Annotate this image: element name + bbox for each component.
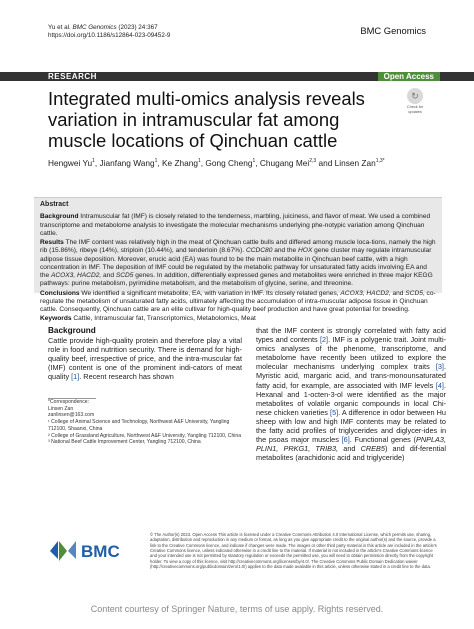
body-text: Cattle provide high-quality protein and therefore play a vital role in food and nutrition security. There is demand for high-quality beef, irrespective of price, and the intra-muscular fat (IMF) content is one of the prominent indi-cators of meat quality <box>48 336 242 382</box>
author-name[interactable]: Hengwei Yu <box>48 158 93 168</box>
gene-name: SCD5 <box>405 289 423 297</box>
citation-link[interactable]: [4] <box>435 380 444 390</box>
citation-journal: BMC Genomics <box>72 24 117 31</box>
gene-name: CREB5 <box>360 444 385 454</box>
author-affiliation: 1,3* <box>375 158 385 165</box>
affiliation-2: ² College of Grassland Agriculture, Northwest A&F University, Yangling 712100, China <box>48 432 242 439</box>
abstract-results-label: Results <box>40 239 64 246</box>
author-affiliation: 1 <box>154 158 158 165</box>
citation-authors: Yu et al. <box>48 24 73 31</box>
article-title: Integrated multi-omics analysis reveals variation in intramuscular fat among muscle locations of Qinchuan cattle <box>48 88 365 152</box>
gene-name: ACOX3, HACD2, <box>340 289 391 297</box>
bmc-logo-mark <box>50 541 76 561</box>
author-list: Hengwei Yu$^1$, Jianfang Wang$^1$, Ke Zhang$^1$, Gong Cheng$^1$, Chugang Mei$^{2,3}$ and Linsen Zan$^{1,3*}$ <box>48 158 385 168</box>
body-text: that the IMF content is strongly correlated with fatty acid types and contents <box>256 326 446 345</box>
abstract-results-text: and <box>101 272 116 279</box>
abstract-conclusions-text: and <box>390 289 406 297</box>
citation-volume: (2023) 24:367 <box>116 24 158 31</box>
citation-link[interactable]: [5] <box>330 407 339 417</box>
abstract-results-text: genes. In addition, differentially expressed genes and metabolites were enriched in three major KEGG pathways: purine metabolism, pyrimidine metabolism, and the metabolism of glycine, serine, and threonine. <box>40 272 433 288</box>
author-affiliation: 1 <box>252 158 256 165</box>
gene-name: PNPLA3, PLIN1, PRKG1, TRIB3, <box>256 435 446 454</box>
citation-link[interactable]: [6] <box>341 435 350 445</box>
license-text: © The Author(s) 2023. Open Access This article is licensed under a Creative Commons Attribution 4.0 International License, which permits use, sharing, adaptation, distribution and reproduction in any medium or format, as long as you give appropriate credit to the original author(s) and the source, provide a link to the Creative Commons licence, and indicate if changes were made. The images or other third party material in this article are included in the article's Creative Commons licence, unless indicated otherwise in a credit line to the material. If material is not included in the article's Creative Commons licence and your intended use is not permitted by statutory regulation or exceeds the permitted use, you will need to obtain permission directly from the copyright holder. To view a copy of this licence, visit http://creativecommons.org/licenses/by/4.0/. The Creative Commons Public Domain Dedication waiver (http://creativecommons.org/publicdomain/zero/1.0/) applies to the data made available in this article, unless otherwise stated in a credit line to the data. <box>150 532 437 570</box>
citation-link[interactable]: [3] <box>435 362 444 372</box>
body-text: ) and dif-ferential metabolites (arachidonic acid and triglyceride) <box>256 444 446 463</box>
author-name[interactable]: Jianfang Wang <box>99 158 155 168</box>
body-text: . Functional genes ( <box>349 435 416 445</box>
body-text: . Myristic acid, margaric acid, and trans-monounsaturated fatty acid, for example, are associated with IMF levels <box>256 362 446 390</box>
citation-link[interactable]: [2] <box>319 335 329 345</box>
body-paragraph <box>48 336 242 381</box>
citation-header <box>48 24 170 40</box>
research-label: RESEARCH <box>48 72 97 81</box>
body-paragraph <box>256 326 446 462</box>
abstract-conclusions-text: , co-regulate the metabolism of unsaturated fatty acids, ultimately affecting the accumulation of intra-muscular adipose tissue in Qinchuan cattle. Consequently, Qinchuan cattle are an elite cultivar for high-quality beef production and have great potential for breeding. <box>40 289 436 313</box>
author-name[interactable]: Ke Zhang <box>162 158 198 168</box>
bmc-logo-text: BMC <box>81 542 120 561</box>
doi-link[interactable]: https://doi.org/10.1186/s12864-023-09452-9 <box>48 32 171 39</box>
correspondence-label: *Correspondence: <box>48 399 90 405</box>
bmc-logo <box>48 535 138 565</box>
body-right-column <box>256 326 446 462</box>
abstract-results <box>40 239 436 289</box>
abstract-results-text: and the <box>272 247 299 255</box>
correspondence-block <box>48 399 242 446</box>
author-affiliation: 2,3 <box>309 158 317 165</box>
footer-notice: Content courtesy of Springer Nature, terms of use apply. Rights reserved. <box>90 604 384 614</box>
author-name[interactable]: Chugang Mei <box>259 158 310 168</box>
affiliation-3: ³ National Beef Cattle Improvement Center, Yangling 712100, China <box>48 439 201 446</box>
abstract-background-text: Intramuscular fat (IMF) is closely related to the tenderness, marbling, juiciness, and flavor of meat. We used a combined transcriptome and metabolome analysis to investigate the molecular mechanisms underlying phe-notypic variation among Qinchuan cattle. <box>40 213 431 237</box>
keywords-text: Cattle, Intramuscular fat, Transcriptomics, Metabolomics, Meat <box>71 315 256 323</box>
body-left-column <box>48 326 242 381</box>
gene-name: SCD5 <box>115 272 134 279</box>
abstract-conclusions-label: Conclusions <box>40 289 80 297</box>
abstract-keywords <box>40 315 436 323</box>
abstract-heading: Abstract <box>40 201 69 208</box>
journal-name: BMC Genomics <box>360 25 426 36</box>
body-text: . A difference in odor between Hu sheep with low and high IMF contents may be related to the fatty acid profiles of triglycerides and diglycer-ides in the psoas major muscles <box>256 407 446 445</box>
author-affiliation: 1 <box>92 158 95 165</box>
body-text: . Hexanal and 1-octen-3-ol were identified as the major metabolites of volatile organic compounds in local Chi-nese chicken varieties <box>256 380 446 417</box>
open-access-badge: Open Access <box>378 72 440 81</box>
abstract-background-label: Background <box>40 213 79 221</box>
abstract-results-text: gene cluster may regulate intramuscular adipose tissue deposition. Moreover, erucic acid (EA) was found to be the main metabolite in Qinchuan beef cattle, with a high concentration in IMF. The deposition of IMF could be regulated by the metabolic pathway for unsaturated fatty acids involving EA and the <box>40 247 432 279</box>
section-heading-background: Background <box>48 326 96 335</box>
gene-name: ACOX3, HACD2, <box>51 272 102 279</box>
gene-name: CCDC80 <box>245 247 273 255</box>
author-affiliation: 1 <box>197 158 201 165</box>
keywords-label: Keywords <box>40 315 72 323</box>
author-name[interactable]: Linsen Zan <box>334 158 376 168</box>
abstract-content <box>40 201 436 325</box>
check-updates-label: Check for updates <box>406 105 424 114</box>
correspondence-email[interactable]: zanlinsen@163.com <box>48 412 95 419</box>
correspondence-name: Linsen Zan <box>48 405 74 412</box>
gene-name: HOX <box>298 247 313 255</box>
affiliation-1: ¹ College of Animal Science and Technology, Northwest A&F University, Yangling 712100, Shaanxi, China <box>48 419 230 432</box>
citation-link[interactable]: [1] <box>71 372 80 382</box>
abstract-conclusions-text: We identified a significant metabolite, EA, with variation in IMF. Its closely related genes, <box>79 289 341 297</box>
abstract-background <box>40 213 436 238</box>
check-for-updates-button[interactable] <box>400 88 430 114</box>
abstract-conclusions <box>40 290 436 315</box>
body-text: . IMF is a polygenic trait. Joint multi-omics analyses of the phenome, transcriptome, and metabolome have recently been utilized to explore the molecular mechanisms underlying complex traits <box>256 335 446 372</box>
update-icon: ↻ <box>407 88 423 104</box>
author-name[interactable]: Gong Cheng <box>205 158 253 168</box>
body-text: . Recent research has shown <box>79 372 174 382</box>
abstract-results-text: The IMF content was relatively high in the meat of Qinchuan cattle bulls and differed among muscle loca-tions, namely the high rib (15.86%), ribeye (14%), striploin (10.44%), and tenderloin (8.67%). <box>40 239 436 255</box>
body-text: and <box>338 444 361 454</box>
